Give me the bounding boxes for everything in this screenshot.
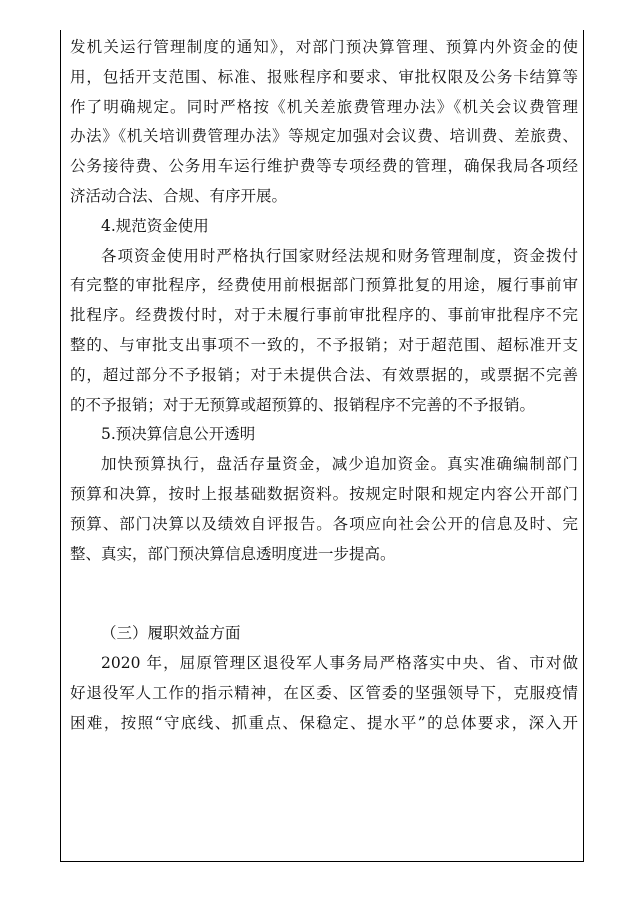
document-body bbox=[70, 33, 578, 739]
text-line: 预算、部门决算以及绩效自评报告。各项应向社会公开的信息及时、完 bbox=[70, 514, 578, 533]
text-line: 各项资金使用时严格执行国家财经法规和财务管理制度，资金拨付 bbox=[101, 246, 578, 265]
text-line: 整、真实，部门预决算信息透明度进一步提高。 bbox=[70, 544, 396, 563]
section-heading: 4.规范资金使用 bbox=[101, 216, 209, 235]
text-line: 困难，按照“守底线、抓重点、保稳定、提水平”的总体要求，深入开 bbox=[70, 713, 578, 732]
text-line: 批程序。经费拨付时，对于未履行事前审批程序的、事前审批程序不完 bbox=[70, 306, 578, 325]
text-line: 的不予报销；对于无预算或超预算的、报销程序不完善的不予报销。 bbox=[70, 395, 536, 414]
section-heading: （三）履职效益方面 bbox=[101, 624, 241, 643]
text-line: 加快预算执行，盘活存量资金，减少追加资金。真实准确编制部门 bbox=[101, 455, 578, 474]
text-line: 有完整的审批程序，经费使用前根据部门预算批复的用途，履行事前审 bbox=[70, 276, 578, 295]
text-line: 公务接待费、公务用车运行维护费等专项经费的管理，确保我局各项经 bbox=[70, 157, 578, 176]
text-line: 好退役军人工作的指示精神，在区委、区管委的坚强领导下，克服疫情 bbox=[70, 683, 578, 702]
text-line: 2020 年，屈原管理区退役军人事务局严格落实中央、省、市对做 bbox=[101, 654, 578, 673]
text-line: 的，超过部分不予报销；对于未提供合法、有效票据的，或票据不完善 bbox=[70, 365, 578, 384]
paragraph-continuation bbox=[70, 33, 578, 212]
section-gap bbox=[70, 569, 578, 619]
text-line: 预算和决算，按时上报基础数据资料。按规定时限和规定内容公开部门 bbox=[70, 484, 578, 503]
section-3 bbox=[70, 619, 578, 738]
text-line: 整的、与审批支出事项不一致的，不予报销；对于超范围、超标准开支 bbox=[70, 335, 578, 354]
text-line: 发机关运行管理制度的通知》，对部门预决算管理、预算内外资金的使 bbox=[70, 38, 578, 56]
text-line: 用，包括开支范围、标准、报账程序和要求、审批权限及公务卡结算等 bbox=[70, 67, 578, 86]
section-4 bbox=[70, 212, 578, 421]
section-heading: 5.预决算信息公开透明 bbox=[101, 425, 256, 444]
text-line: 办法》《机关培训费管理办法》等规定加强对会议费、培训费、差旅费、 bbox=[70, 127, 578, 146]
text-line: 济活动合法、合规、有序开展。 bbox=[70, 186, 288, 205]
text-line: 作了明确规定。同时严格按《机关差旅费管理办法》《机关会议费管理 bbox=[70, 97, 578, 116]
section-5 bbox=[70, 420, 578, 569]
